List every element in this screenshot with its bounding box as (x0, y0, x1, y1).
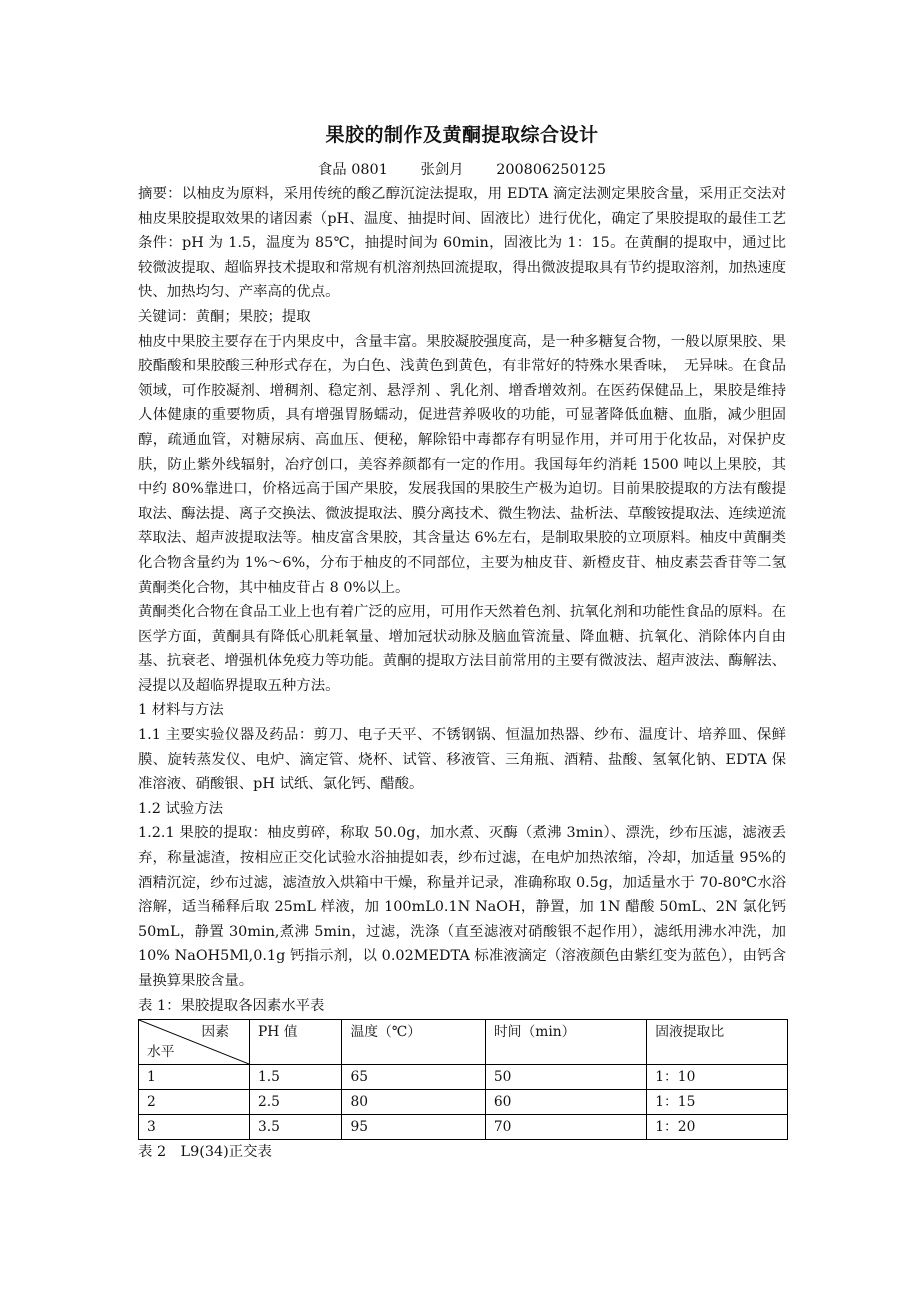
factor-level-table (138, 1019, 788, 1140)
table-row (139, 1065, 788, 1090)
table-cell: 80 (342, 1090, 485, 1115)
table-cell: 70 (485, 1115, 646, 1140)
table-cell: 1：20 (647, 1115, 788, 1140)
table-cell: 3.5 (250, 1115, 342, 1140)
table-cell: 2 (139, 1090, 250, 1115)
table-cell: 3 (139, 1115, 250, 1140)
table-header-cell: 温度（℃） (342, 1020, 485, 1065)
table-cell: 1：10 (647, 1065, 788, 1090)
table-cell: 60 (485, 1090, 646, 1115)
methods-paragraph: 1.2.1 果胶的提取：柚皮剪碎，称取 50.0g，加水煮、灭酶（煮沸 3min）、漂洗，纱布压滤，滤液丢弃，称量滤渣，按相应正交化试验水浴抽提如表，纱布过滤，在电炉加热浓缩，冷却，加适量 95%的酒精沉淀，纱布过滤，滤渣放入烘箱中干燥，称量并记录，准确称取 0.5g，加适量水于 70-80℃水浴溶解，适当稀释后取 25mL 样液，加 100mL0.1N NaOH，静置，加 1N 醋酸 50mL、2N 氯化钙 50mL，静置 30min,煮沸 5min，过滤，洗涤（直至滤液对硝酸银不起作用），滤纸用沸水冲洗，加 10% NaOH5Ml,0.1g 钙指示剂，以 0.02MEDTA 标准液滴定（溶液颜色由紫红变为蓝色），由钙含量换算果胶含量。 (138, 825, 786, 989)
table-header-cell: 时间（min） (485, 1020, 646, 1065)
abstract-paragraph: 摘要：以柚皮为原料，采用传统的酸乙醇沉淀法提取，用 EDTA 滴定法测定果胶含量，采用正交法对柚皮果胶提取效果的诸因素（pH、温度、抽提时间、固液比）进行优化，确定了果胶提取的最佳工艺条件：pH 为 1.5，温度为 85℃，抽提时间为 60min，固液比为 1：15。在黄酮的提取中，通过比较微波提取、超临界技术提取和常规有机溶剂热回流提取，得出微波提取具有节约提取溶剂，加热速度快、加热均匀、产率高的优点。 (138, 186, 786, 301)
corner-level-label: 水平 (147, 1044, 175, 1061)
table-row (139, 1115, 788, 1140)
table-cell: 50 (485, 1065, 646, 1090)
section-heading-materials: 1 材料与方法 (138, 702, 224, 719)
table-header-cell: PH 值 (250, 1020, 342, 1065)
author-class: 食品 0801 (317, 162, 388, 178)
author-id: 200806250125 (496, 162, 607, 178)
materials-paragraph: 1.1 主要实验仪器及药品：剪刀、电子天平、不锈钢锅、恒温加热器、纱布、温度计、培养皿、保鲜膜、旋转蒸发仪、电炉、滴定管、烧杯、试管、移液管、三角瓶、酒精、盐酸、氢氧化钠、EDTA 保准溶液、硝酸银、pH 试纸、氯化钙、醋酸。 (138, 727, 786, 793)
author-line (138, 158, 786, 182)
table-cell: 1：15 (647, 1090, 788, 1115)
keywords-line: 关键词：黄酮；果胶；提取 (138, 308, 311, 325)
table-cell: 95 (342, 1115, 485, 1140)
author-name: 张剑月 (420, 162, 464, 178)
table-header-cell: 固液提取比 (647, 1020, 788, 1065)
table2-caption: 表 2 L9(34)正交表 (138, 1144, 272, 1161)
table-row (139, 1090, 788, 1115)
intro-paragraph-flavonoid: 黄酮类化合物在食品工业上也有着广泛的应用，可用作天然着色剂、抗氧化剂和功能性食品的原料。在医学方面，黄酮具有降低心肌耗氧量、增加冠状动脉及脑血管流量、降血糖、抗氧化、消除体内自由基、抗衰老、增强机体免疫力等功能。黄酮的提取方法目前常用的主要有微波法、超声波法、酶解法、浸提以及超临界提取五种方法。 (138, 604, 786, 694)
table1-caption: 表 1：果胶提取各因素水平表 (138, 997, 325, 1014)
table-cell: 2.5 (250, 1090, 342, 1115)
table-cell: 1 (139, 1065, 250, 1090)
document-page (138, 118, 786, 1165)
intro-paragraph-pectin: 柚皮中果胶主要存在于内果皮中，含量丰富。果胶凝胶强度高，是一种多糖复合物，一般以原果胶、果胶酯酸和果胶酸三种形式存在，为白色、浅黄色到黄色，有非常好的特殊水果香味， 无异味。在食品领域，可作胶凝剂、增稠剂、稳定剂、悬浮剂 、乳化剂、增香增效剂。在医药保健品上，果胶是维持人体健康的重要物质，具有增强胃肠蠕动，促进营养吸收的功能，可显著降低血糖、血脂，减少胆固醇，疏通血管，对糖尿病、高血压、便秘，解除铅中毒都存有明显作用，并可用于化妆品，对保护皮肤，防止紫外线辐射，冶疗创口，美容养颜都有一定的作用。我国每年约消耗 1500 吨以上果胶，其中约 80%靠进口，价格远高于国产果胶，发展我国的果胶生产极为迫切。目前果胶提取的方法有酸提取法、酶法提、离子交换法、微波提取法、膜分离技术、微生物法、盐析法、草酸铵提取法、连续逆流萃取法、超声波提取法等。柚皮富含果胶，其含量达 6%左右，是制取果胶的立项原料。柚皮中黄酮类化合物含量约为 1%～6%，分布于柚皮的不同部位，主要为柚皮苷、新橙皮苷、柚皮素芸香苷等二氢黄酮类化合物，其中柚皮苷占 8 0%以上。 (138, 333, 786, 596)
corner-factor-label: 因素 (201, 1024, 229, 1041)
table-header-row (139, 1020, 788, 1065)
table-cell: 65 (342, 1065, 485, 1090)
table-cell: 1.5 (250, 1065, 342, 1090)
section-heading-methods: 1.2 试验方法 (138, 800, 224, 817)
document-title: 果胶的制作及黄酮提取综合设计 (325, 124, 599, 146)
table-corner-cell (139, 1020, 250, 1065)
